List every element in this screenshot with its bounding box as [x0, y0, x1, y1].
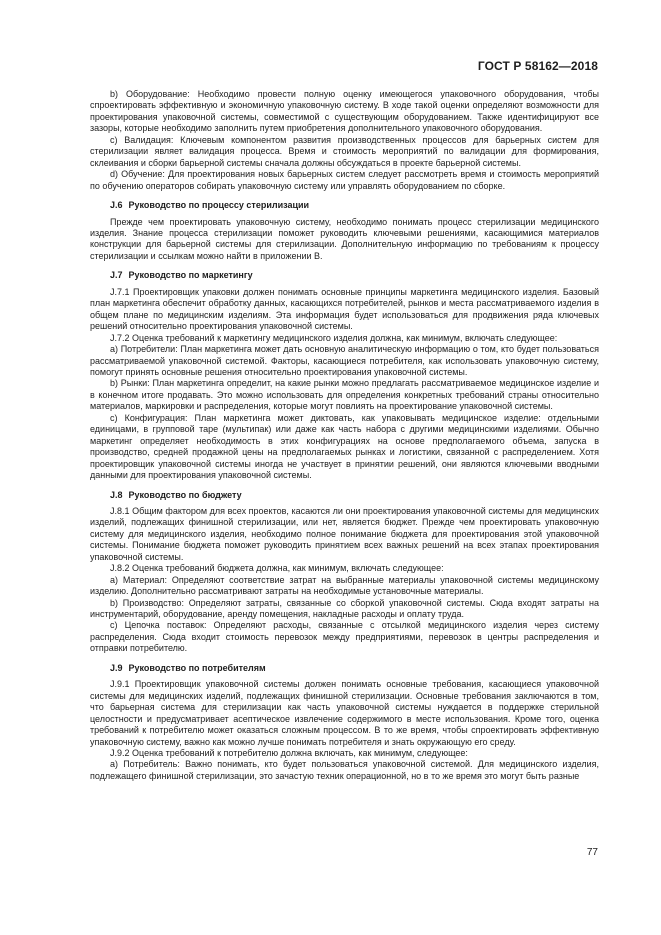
paragraph-markets: b) Рынки: План маркетинга определит, на какие рынки можно предлагать рассматриваемое медицинское изделие и в конечном итоге продавать. Это можно использовать для определения конкретных требований страны относительно материалов, маркировки и распределения, которые могут повлиять на проектирование упаковочной системы.: [90, 378, 599, 412]
page-content: [90, 89, 599, 782]
paragraph-consumers: a) Потребители: План маркетинга может дать основную аналитическую информацию о том, кто будет пользоваться рассматриваемой упаковочной системой. Факторы, касающиеся потребителя, как использовать упаковочную систему, помогут принять основные решения относительно проектирования упаковочной системы.: [90, 344, 599, 377]
section-title: Руководство по бюджету: [128, 489, 242, 500]
paragraph-user: a) Потребитель: Важно понимать, кто будет пользоваться упаковочной системой. Для медицинского изделия, подлежащего финишной стерилизации, это зачастую техник операционной, но в то же время это могут быть разные: [90, 759, 599, 781]
section-heading-j9: [90, 663, 599, 674]
paragraph-supply-chain: c) Цепочка поставок: Определяют расходы, связанные с отсылкой медицинского изделия через систему распределения. Сюда входит стоимость перевозок между предприятиями, перевозок в центры распределения и отправки потребителю.: [90, 620, 599, 654]
document-code-header: ГОСТ Р 58162—2018: [477, 59, 598, 73]
section-heading-j6: [90, 200, 599, 211]
section-heading-j8: [90, 490, 599, 501]
page-number: 77: [586, 847, 598, 858]
section-heading-j7: [90, 270, 599, 281]
paragraph-production: b) Производство: Определяют затраты, связанные со сборкой упаковочной системы. Сюда входят затраты на инструментарий, оборудование, аренду помещения, накладные расходы и оплату труда.: [90, 597, 599, 620]
paragraph-j7-2: J.7.2 Оценка требований к маркетингу медицинского изделия должна, как минимум, включать следующее:: [110, 332, 558, 343]
section-title: Руководство по процессу стерилизации: [128, 200, 310, 211]
paragraph-training: d) Обучение: Для проектирования новых барьерных систем следует рассмотреть время и стоимость мероприятий по обучению операторов собирать упаковочную систему или управлять оборудованием по сборке.: [90, 169, 599, 191]
paragraph-material: a) Материал: Определяют соответствие затрат на выбранные материалы упаковочной системы медицинскому изделию. Дополнительно рассматривают затраты на необходимые установочные материалы.: [90, 574, 599, 597]
paragraph-validation: c) Валидация: Ключевым компонентом развития производственных процессов для барьерных систем для стерилизации являет валидация процесса. Время и стоимость мероприятий по валидации для формирования, склеивания и сборки барьерной системы сначала должны обсуждаться в проекте барьерной системы.: [90, 134, 599, 168]
section-number: J.6: [110, 200, 123, 211]
paragraph-j9-1: J.9.1 Проектировщик упаковочной системы должен понимать основные требования, касающиеся упаковочной системы для медицинских изделий, подлежащих финишной стерилизации. Основные требования заключаются в том, что барьерная система для стерилизации как часть упаковочной системы нуждается в поддержке стерильной целостности и предусматривает асептическое извлечение содержимого в месте использования. Кроме того, оценка требований к потребителю может оказаться сложным процессом. В то же время, чтобы спроектировать эффективную упаковочную систему, важно как можно лучше понимать потребителя и знать окружающую его среду.: [90, 679, 599, 747]
paragraph-equipment: b) Оборудование: Необходимо провести полную оценку имеющегося упаковочного оборудования, чтобы спроектировать эффективную и экономичную упаковочную систему. В ходе такой оценки определяют возможности для проектирования упаковочной системы, совместимой с существующим оборудованием. Также идентифицируют все зазоры, которые необходимо заполнить путем приобретения дополнительного упаковочного оборудования.: [90, 89, 599, 134]
section-number: J.7: [110, 270, 123, 281]
paragraph-sterilization: Прежде чем проектировать упаковочную систему, необходимо понимать процесс стерилизации медицинского изделия. Знание процесса стерилизации поможет руководить ключевыми решениями, касающимися материалов конструкции для барьерной системы для стерилизации. Дополнительную информацию по требованиям к процессу стерилизации и ссылкам можно найти в приложении В.: [90, 216, 599, 261]
paragraph-j7-1: J.7.1 Проектировщик упаковки должен понимать основные принципы маркетинга медицинского изделия. Базовый план маркетинга обеспечит обработку данных, касающихся потребителей, рынков и места рассматриваемого изделия в общем плане по медицинским изделиям. Эта информация будет использоваться для продвижения ряда ключевых решений относительно проектирования упаковочной системы.: [90, 286, 599, 332]
paragraph-j8-2: J.8.2 Оценка требований бюджета должна, как минимум, включать следующее:: [110, 563, 444, 574]
section-number: J.8: [110, 489, 123, 500]
paragraph-j9-2: J.9.2 Оценка требований к потребителю должна включать, как минимум, следующее:: [110, 748, 468, 759]
paragraph-j8-1: J.8.1 Общим фактором для всех проектов, касаются ли они проектирования упаковочной системы для медицинских изделий, подлежащих финишной стерилизации, или нет, является бюджет. Прежде чем проектировать упаковочную систему для медицинского изделия, необходимо полное понимание бюджета для проектирования этой упаковочной системы. Понимание бюджета поможет руководить принятием всех важных решений на всех этапах проектирования упаковочной системы.: [90, 505, 599, 562]
paragraph-configuration: c) Конфигурация: План маркетинга может диктовать, как упаковывать медицинское изделие: отдельными единицами, в групповой таре (мультипак) или даже как часть набора с другими медицинскими изделиями. Обычно маркетинг определяет необходимость в этих конфигурациях на основе предполагаемого объема, запуска в производство, средней продажной цены на предполагаемых рынках и логистики, связанной с распределением. Хотя проектировщик упаковочной системы иногда не участвует в принятии решений, они являются ключевыми вводными данными для проектирования упаковочной системы.: [90, 412, 599, 481]
section-title: Руководство по маркетингу: [128, 270, 253, 281]
section-number: J.9: [110, 662, 123, 673]
section-title: Руководство по потребителям: [128, 662, 266, 673]
